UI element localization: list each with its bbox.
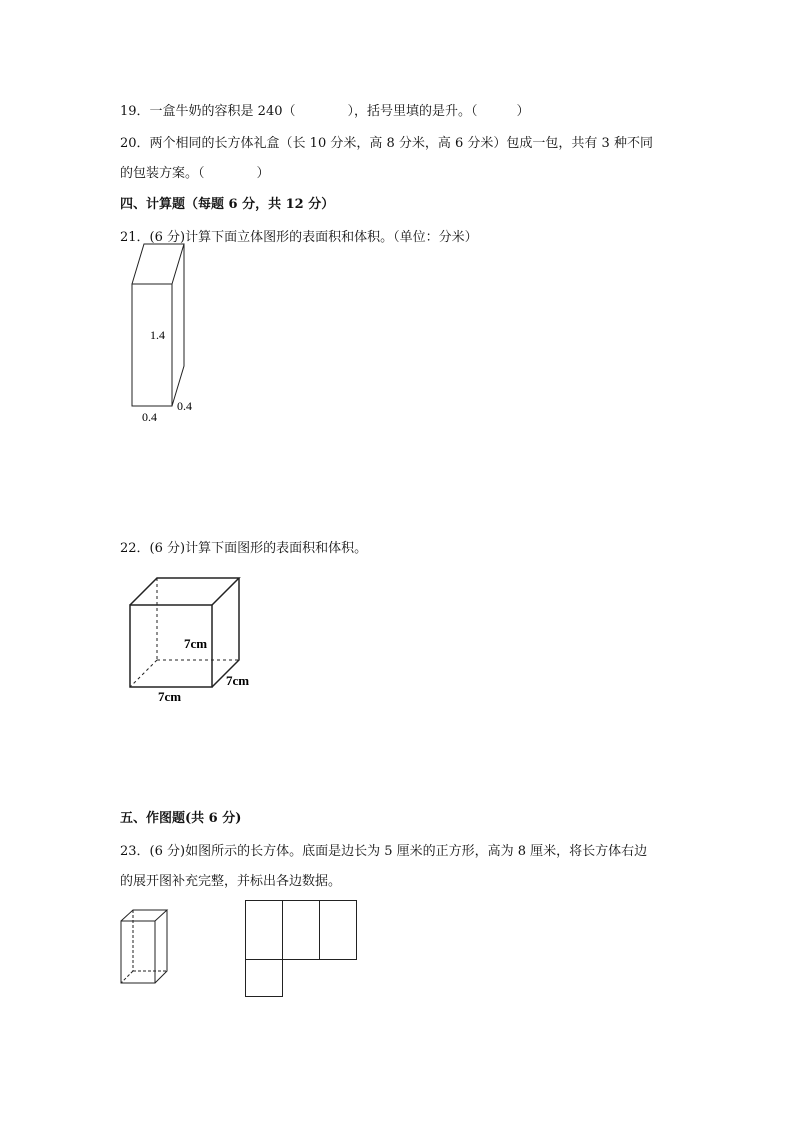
prism-side-face — [172, 244, 184, 406]
net-face-bottom — [246, 960, 283, 997]
small-prism-front-face — [121, 921, 155, 983]
prism-height-label: 1.4 — [150, 328, 165, 342]
question-20-line-1: 20．两个相同的长方体礼盒（长 10 分米，高 8 分米，高 6 分米）包成一包，共有 3 种不同 — [120, 136, 653, 151]
question-23-line-1: 23．(6 分)如图所示的长方体。底面是边长为 5 厘米的正方形，高为 8 厘米，将长方体右边 — [120, 844, 648, 859]
section-5-heading: 五、作图题(共 6 分) — [120, 811, 242, 826]
prism-front-face — [132, 284, 172, 406]
cube-top-face — [130, 578, 239, 605]
small-prism-side-face — [155, 910, 167, 983]
section-4-heading: 四、计算题（每题 6 分，共 12 分） — [120, 197, 335, 212]
prism-top-face — [132, 244, 184, 284]
question-22: 22．(6 分)计算下面图形的表面积和体积。 — [120, 541, 368, 556]
cube-right-face — [212, 578, 239, 687]
question-20-line-2: 的包装方案。（ ） — [120, 166, 270, 181]
question-21: 21．(6 分)计算下面立体图形的表面积和体积。（单位：分米） — [120, 230, 478, 245]
prism-depth-label: 0.4 — [177, 399, 192, 413]
question-19: 19．一盒牛奶的容积是 240（ ），括号里填的是升。（ ） — [120, 104, 530, 119]
prism-front-label: 0.4 — [142, 410, 157, 424]
cube-front-label: 7cm — [158, 689, 182, 704]
small-prism-top-face — [121, 910, 167, 921]
cube-depth-label: 7cm — [226, 673, 250, 688]
net-face-3 — [320, 901, 357, 960]
net-face-1 — [246, 901, 283, 960]
question-23-line-2: 的展开图补充完整，并标出各边数据。 — [120, 874, 342, 889]
net-face-2 — [283, 901, 320, 960]
cube-figure — [120, 570, 260, 710]
unfolded-net-figure — [240, 895, 365, 1005]
cube-height-label: 7cm — [184, 636, 208, 651]
rectangular-prism-figure — [120, 236, 210, 436]
small-prism-figure — [115, 905, 175, 990]
